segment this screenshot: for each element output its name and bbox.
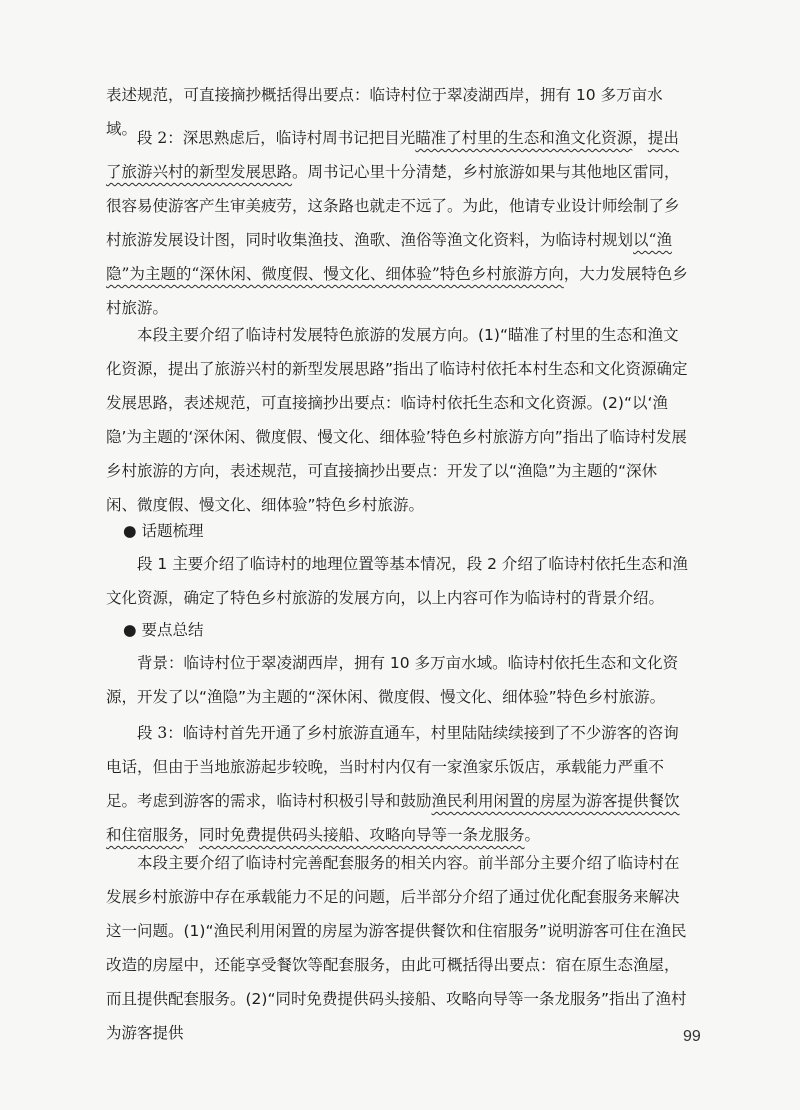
page-number: 99 [683,1028,701,1045]
paragraph-keypoints: 背景：临诗村位于翠凌湖西岸，拥有 10 多万亩水域。临诗村依托生态和文化资源，开发了以“渔隐”为主题的“深休闲、微度假、慢文化、细体验”特色乡村旅游。 [106,654,679,706]
source-text: 。 [524,826,541,844]
underlined-phrase: 提出了旅游兴村的新型发展思路 [106,129,679,181]
source-text: ，大力发展特色乡村旅游。 [106,265,688,317]
paragraph-analysis-3: 本段主要介绍了临诗村完善配套服务的相关内容。前半部分主要介绍了临诗村在发展乡村旅游中存在承载能力不足的问题，后半部分介绍了通过优化配套服务来解决这一问题。(1)“渔民利用闲置的房屋为游客提供餐饮和住宿服务”说明游客可住在渔民改造的房屋中，还能享受餐饮等配套服务，由此可概括得出要点：宿在原生态渔屋，而且提供配套服务。(2)“同时免费提供码头接船、攻略向导等一条龙服务”指出了渔村为游客提供 [106,854,687,1042]
source-text: 段 3：临诗村首先开通了乡村旅游直通车，村里陆陆续续接到了不少游客的咨询电话，但由于当地旅游起步较晚，当时村内仅有一家渔家乐饭店，承载能力严重不足。考虑到游客的需求，临诗村积极引导和鼓励 [106,724,679,810]
underlined-phrase: 同时免费提供码头接船、攻略向导等一条龙服务 [199,826,525,844]
underlined-phrase: 渔民利用闲置的房屋为游客提供餐饮和住宿服务 [106,792,680,844]
paragraph-source-2 [106,121,688,325]
paragraph-analysis-1-end: 表述规范，可直接摘抄概括得出要点：临诗村位于翠凌湖西岸，拥有 10 多万亩水域。 [106,86,663,138]
paragraph-source-3 [106,716,688,852]
source-text: ， [632,129,648,147]
paragraph-analysis-2: 本段主要介绍了临诗村发展特色旅游的发展方向。(1)“瞄准了村里的生态和渔文化资源，提出了旅游兴村的新型发展思路”指出了临诗村依托本村生态和文化资源确定发展思路，表述规范，可直接摘抄出要点：临诗村依托生态和文化资源。(2)“以‘渔隐’为主题的‘深休闲、微度假、慢文化、细体验’特色乡村旅游方向”指出了临诗村发展乡村旅游的方向，表述规范，可直接摘抄出要点：开发了以“渔隐”为主题的“深休闲、微度假、慢文化、细体验”特色乡村旅游。 [106,326,688,514]
source-text: 。周书记心里十分清楚，乡村旅游如果与其他地区雷同，很容易使游客产生审美疲劳，这条路也就走不远了。为此，他请专业设计师绘制了乡村旅游发展设计图，同时收集渔技、渔歌、渔俗等渔文化资料，为临诗村规划 [106,163,680,249]
underlined-phrase: 瞄准了村里的生态和渔文化资源 [415,129,633,147]
paragraph-topic-summary: 段 1 主要介绍了临诗村的地理位置等基本情况，段 2 介绍了临诗村依托生态和渔文化资源，确定了特色乡村旅游的发展方向，以上内容可作为临诗村的背景介绍。 [106,555,688,607]
source-text: ， [183,826,200,844]
section-heading-topic: ● 话题梳理 [123,522,204,540]
source-text: 段 2：深思熟虑后，临诗村周书记把目光 [137,129,416,147]
underlined-phrase: 以“渔隐”为主题的“深休闲、微度假、慢文化、细体验”特色乡村旅游方向 [106,231,672,283]
section-heading-keypoints: ● 要点总结 [123,621,204,639]
